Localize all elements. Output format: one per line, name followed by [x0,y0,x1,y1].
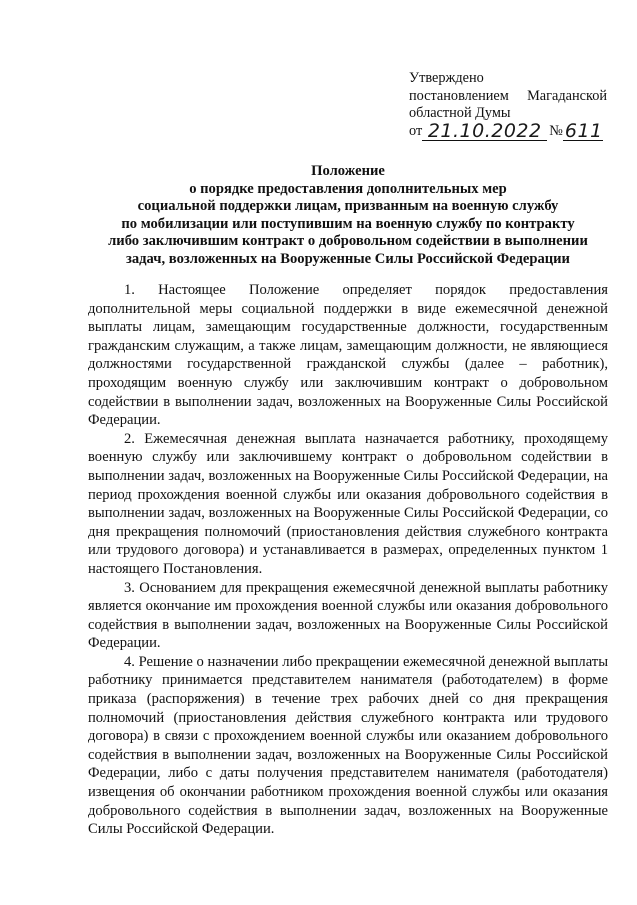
title-line: либо заключившим контракт о добровольном содействии в выполнении [108,233,588,250]
approval-label: Утверждено [409,70,484,86]
document-title [88,163,608,269]
date-prefix: от [409,123,423,139]
approval-duma-line: областной Думы [409,105,511,121]
handwritten-number: 611 [564,119,603,142]
paragraph-4: 4. Решение о назначении либо прекращении ежемесячной денежной выплаты работнику принимается представителем нанимателя (работодателем) в форме приказа (распоряжения) в течение трех рабочих дней со дня прекращения полномочий (приостановления действия служебного контракта или трудового договора) в связи с прохождением военной службы или оказанием добровольного содействия в выполнении задач, возложенных на Вооруженные Силы Российской Федерации, либо с даты получения представителем нанимателя (работодателя) извещения об окончании работником прохождения военной службы или оказания добровольного содействия в выполнении задач, возложенных на Вооруженные Силы Российской Федерации. [88,653,608,838]
title-line: социальной поддержки лицам, призванным на военную службу [137,198,559,215]
title-line: по мобилизации или поступившим на военную службу по контракту [121,215,575,232]
approval-decree-word: постановлением [409,87,509,104]
title-line: о порядке предоставления дополнительных мер [189,180,507,197]
document-body [88,281,608,839]
title-line: задач, возложенных на Вооруженные Силы Российской Федерации [126,250,570,267]
approval-decree-line [409,88,607,106]
approval-date-number-row [409,119,609,142]
paragraph-1: 1. Настоящее Положение определяет порядок предоставления дополнительной меры социальной поддержки в виде ежемесячной денежной выплаты лицам, замещающим государственные должности, государственным гражданским служащим, а также лицам, замещающим должности, не являющиеся должностями государственной гражданской службы (далее – работник), проходящим военную службу или заключившим контракт о добровольном содействии в выполнении задач, возложенных на Вооруженные Силы Российской Федерации. [88,282,608,429]
approval-stamp-block [409,70,609,141]
title-heading: Положение [311,163,385,179]
paragraph-3: 3. Основанием для прекращения ежемесячной денежной выплаты работнику является окончание им прохождения военной службы или оказания добровольного содействия в выполнении задач, возложенных на Вооруженные Силы Российской Федерации. [88,579,608,652]
approval-region-word: Магаданской [527,87,607,104]
number-sign: № [549,123,563,139]
paragraph-2: 2. Ежемесячная денежная выплата назначается работнику, проходящему военную службу или заключившему контракт о добровольном содействии в выполнении задач, возложенных на Вооруженные Силы Российской Федерации, на период прохождения военной службы или оказания добровольного содействия в выполнении задач, возложенных на Вооруженные Силы Российской Федерации, со дня прекращения полномочий (приостановления действия служебного контракта или трудового договора) и устанавливается в размерах, определенных пунктом 1 настоящего Постановления. [88,430,609,577]
handwritten-date: 21.10.2022 [422,122,547,141]
